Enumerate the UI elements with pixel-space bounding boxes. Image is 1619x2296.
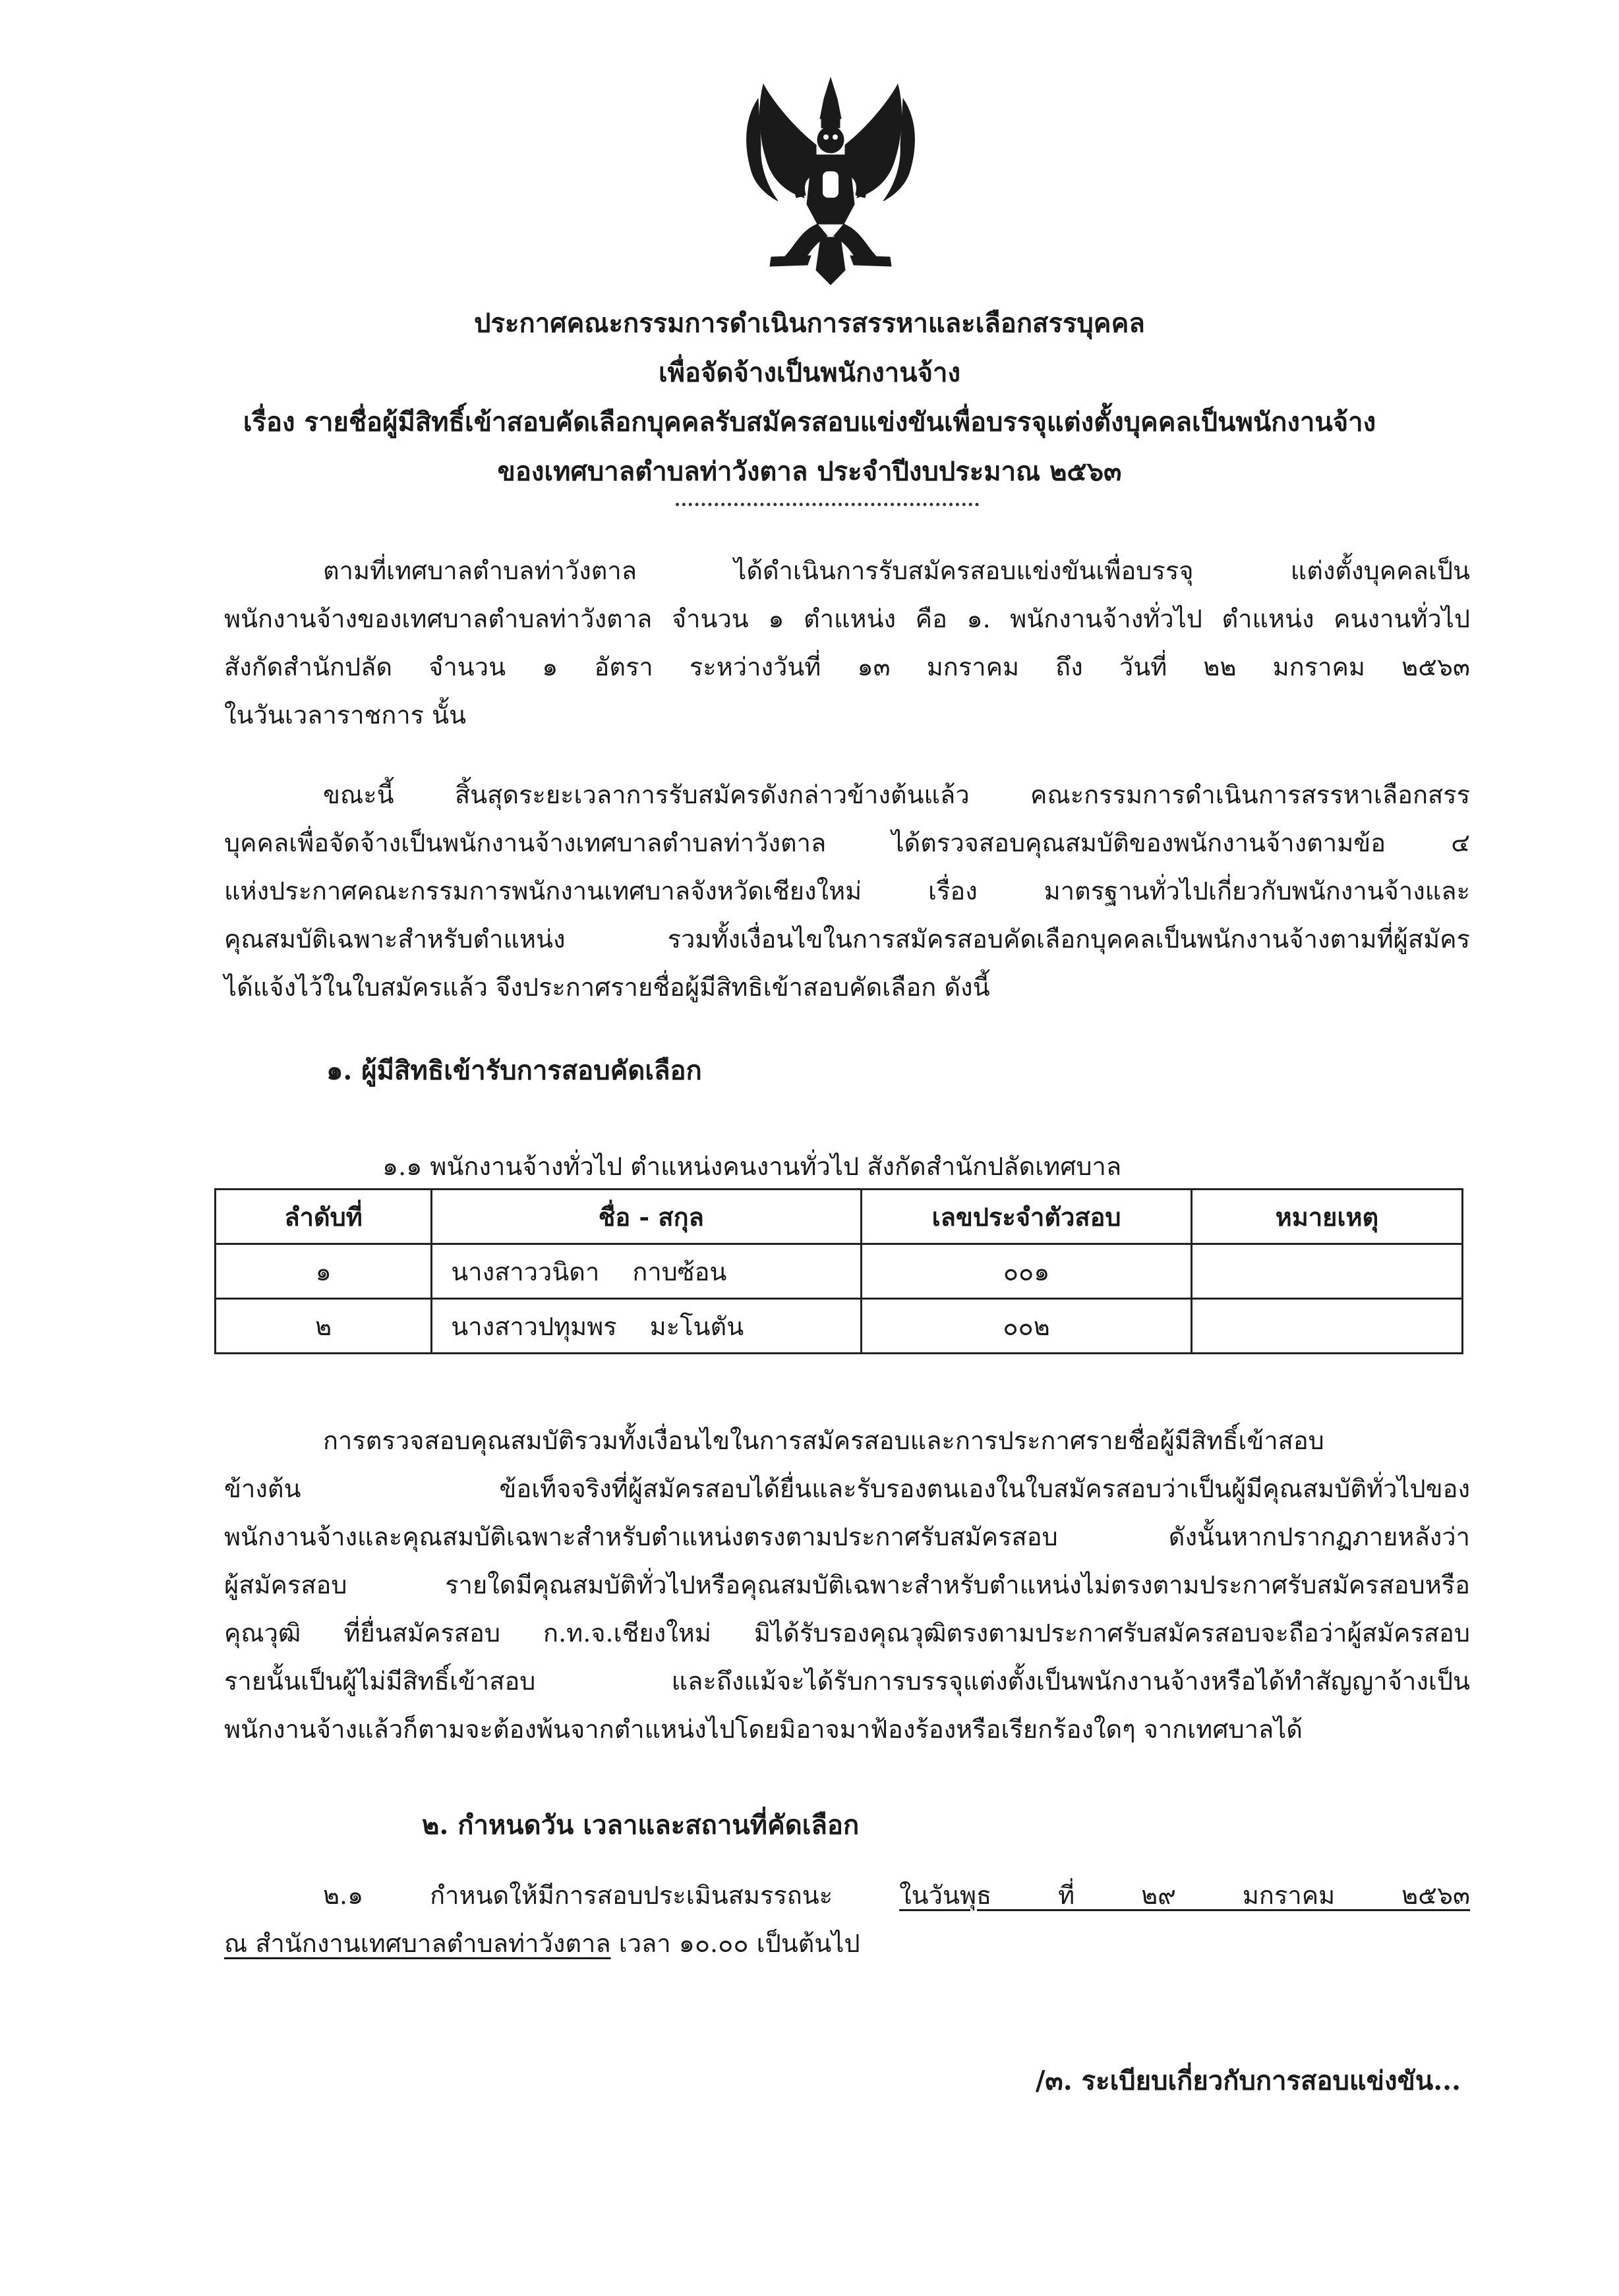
paragraph-line: การตรวจสอบคุณสมบัติรวมทั้งเงื่อนไขในการสมัครสอบและการประกาศรายชื่อผู้มีสิทธิ์เข้าสอบ (323, 1426, 1324, 1455)
column-header-order: ลำดับที่ (216, 1190, 432, 1244)
section-1-heading: ๑. ผู้มีสิทธิเข้ารับการสอบคัดเลือก (326, 1055, 702, 1086)
paragraph-line: คุณวุฒิ ที่ยื่นสมัครสอบ ก.ท.จ.เชียงใหม่ มิได้รับรองคุณวุฒิตรงตามประกาศรับสมัครสอบจะถือว่าผู้สมัครสอบ (224, 1619, 1470, 1648)
paragraph-line: พนักงานจ้างและคุณสมบัติเฉพาะสำหรับตำแหน่งตรงตามประกาศรับสมัครสอบ ดังนั้นหากปรากฏภายหลังว่า (224, 1522, 1470, 1551)
section-1-subheading: ๑.๑ พนักงานจ้างทั่วไป ตำแหน่งคนงานทั่วไป สังกัดสำนักปลัดเทศบาล (382, 1152, 1122, 1181)
row-first-name: นางสาวปทุมพร (451, 1311, 617, 1341)
candidate-table (214, 1188, 1463, 1354)
paragraph-line: คุณสมบัติเฉพาะสำหรับตำแหน่ง รวมทั้งเงื่อนไขในการสมัครสอบคัดเลือกบุคคลเป็นพนักงานจ้างตามที่ผู้สมัคร (224, 925, 1470, 954)
section-2-line-2 (224, 1920, 1470, 1968)
paragraph-1 (224, 547, 1470, 739)
row-name (432, 1244, 862, 1299)
row-exam-id: ๐๐๒ (862, 1299, 1192, 1354)
row-note (1191, 1244, 1462, 1299)
paragraph-line: ตามที่เทศบาลตำบลท่าวังตาล ได้ดำเนินการรับสมัครสอบแข่งขันเพื่อบรรจุ แต่งตั้งบุคคลเป็น (323, 556, 1470, 585)
section-2-line-1 (224, 1872, 1470, 1920)
paragraph-line: ผู้สมัครสอบ รายใดมีคุณสมบัติทั่วไปหรือคุณสมบัติเฉพาะสำหรับตำแหน่งไม่ตรงตามประกาศรับสมัครสอบหรือ (224, 1570, 1470, 1599)
exam-location: ณ สำนักงานเทศบาลตำบลท่าวังตาล (224, 1929, 611, 1958)
paragraph-line: ได้แจ้งไว้ในใบสมัครแล้ว จึงประกาศรายชื่อผู้มีสิทธิเข้าสอบคัดเลือก ดังนี้ (224, 973, 990, 1002)
row-first-name: นางสาววนิดา (451, 1257, 600, 1286)
row-last-name: มะโนตัน (649, 1311, 744, 1341)
column-header-note: หมายเหตุ (1191, 1190, 1462, 1244)
table-row (216, 1299, 1463, 1354)
paragraph-line: ขณะนี้ สิ้นสุดระยะเวลาการรับสมัครดังกล่าวข้างต้นแล้ว คณะกรรมการดำเนินการสรรหาเลือกสรร (323, 780, 1470, 809)
header-line-2: เพื่อจัดจ้างเป็นพนักงานจ้าง (658, 357, 960, 388)
header-divider (676, 503, 979, 506)
paragraph-line: พนักงานจ้างแล้วก็ตามจะต้องพ้นจากตำแหน่งไปโดยมิอาจมาฟ้องร้องหรือเรียกร้องใดๆ จากเทศบาลได้ (224, 1715, 1303, 1744)
paragraph-line: แห่งประกาศคณะกรรมการพนักงานเทศบาลจังหวัดเชียงใหม่ เรื่อง มาตรฐานทั่วไปเกี่ยวกับพนักงานจ้างและ (224, 876, 1470, 905)
paragraph-line: พนักงานจ้างของเทศบาลตำบลท่าวังตาล จำนวน ๑ ตำแหน่ง คือ ๑. พนักงานจ้างทั่วไป ตำแหน่ง คนงานทั่วไป (224, 604, 1470, 633)
column-header-name: ชื่อ - สกุล (432, 1190, 862, 1244)
paragraph-line: สังกัดสำนักปลัด จำนวน ๑ อัตรา ระหว่างวันที่ ๑๓ มกราคม ถึง วันที่ ๒๒ มกราคม ๒๕๖๓ (224, 652, 1470, 681)
exam-time: เวลา ๑๐.๐๐ เป็นต้นไป (610, 1929, 860, 1958)
exam-date: ในวันพุธ ที่ ๒๙ มกราคม ๒๕๖๓ (899, 1881, 1470, 1910)
paragraph-line: บุคคลเพื่อจัดจ้างเป็นพนักงานจ้างเทศบาลตำบลท่าวังตาล ได้ตรวจสอบคุณสมบัติของพนักงานจ้างตามข้อ ๔ (224, 828, 1470, 857)
paragraph-3 (224, 1417, 1470, 1754)
table-header-row (216, 1190, 1463, 1244)
table-row (216, 1244, 1463, 1299)
row-last-name: กาบซ้อน (632, 1257, 727, 1286)
row-order: ๑ (216, 1244, 432, 1299)
row-order: ๒ (216, 1299, 432, 1354)
section-2-body (224, 1872, 1470, 1968)
row-note (1191, 1299, 1462, 1354)
paragraph-line: ข้างต้น ข้อเท็จจริงที่ผู้สมัครสอบได้ยื่นและรับรองตนเองในใบสมัครสอบว่าเป็นผู้มีคุณสมบัติทั่วไปของ (224, 1474, 1470, 1503)
section-2-heading: ๒. กำหนดวัน เวลาและสถานที่คัดเลือก (422, 1810, 860, 1841)
row-exam-id: ๐๐๑ (862, 1244, 1192, 1299)
schedule-text: ๒.๑ กำหนดให้มีการสอบประเมินสมรรถนะ (323, 1881, 833, 1910)
header-line-1: ประกาศคณะกรรมการดำเนินการสรรหาและเลือกสรรบุคคล (474, 308, 1145, 339)
row-name (432, 1299, 862, 1354)
garuda-emblem-icon (732, 72, 929, 290)
header-subject: เรื่อง รายชื่อผู้มีสิทธิ์เข้าสอบคัดเลือกบุคคลรับสมัครสอบแข่งขันเพื่อบรรจุแต่งตั้งบุคคลเป็นพนักงานจ้าง (243, 407, 1376, 438)
header-line-4: ของเทศบาลตำบลท่าวังตาล ประจำปีงบประมาณ ๒๕๖๓ (497, 456, 1122, 487)
column-header-exam-id: เลขประจำตัวสอบ (862, 1190, 1192, 1244)
paragraph-line: ในวันเวลาราชการ นั้น (224, 701, 467, 730)
paragraph-line: รายนั้นเป็นผู้ไม่มีสิทธิ์เข้าสอบ และถึงแม้จะได้รับการบรรจุแต่งตั้งเป็นพนักงานจ้างหรือได้ทำสัญญาจ้างเป็น (224, 1667, 1470, 1696)
paragraph-2 (224, 771, 1470, 1012)
page-continuation: /๓. ระเบียบเกี่ยวกับการสอบแข่งขัน... (1035, 2065, 1461, 2096)
